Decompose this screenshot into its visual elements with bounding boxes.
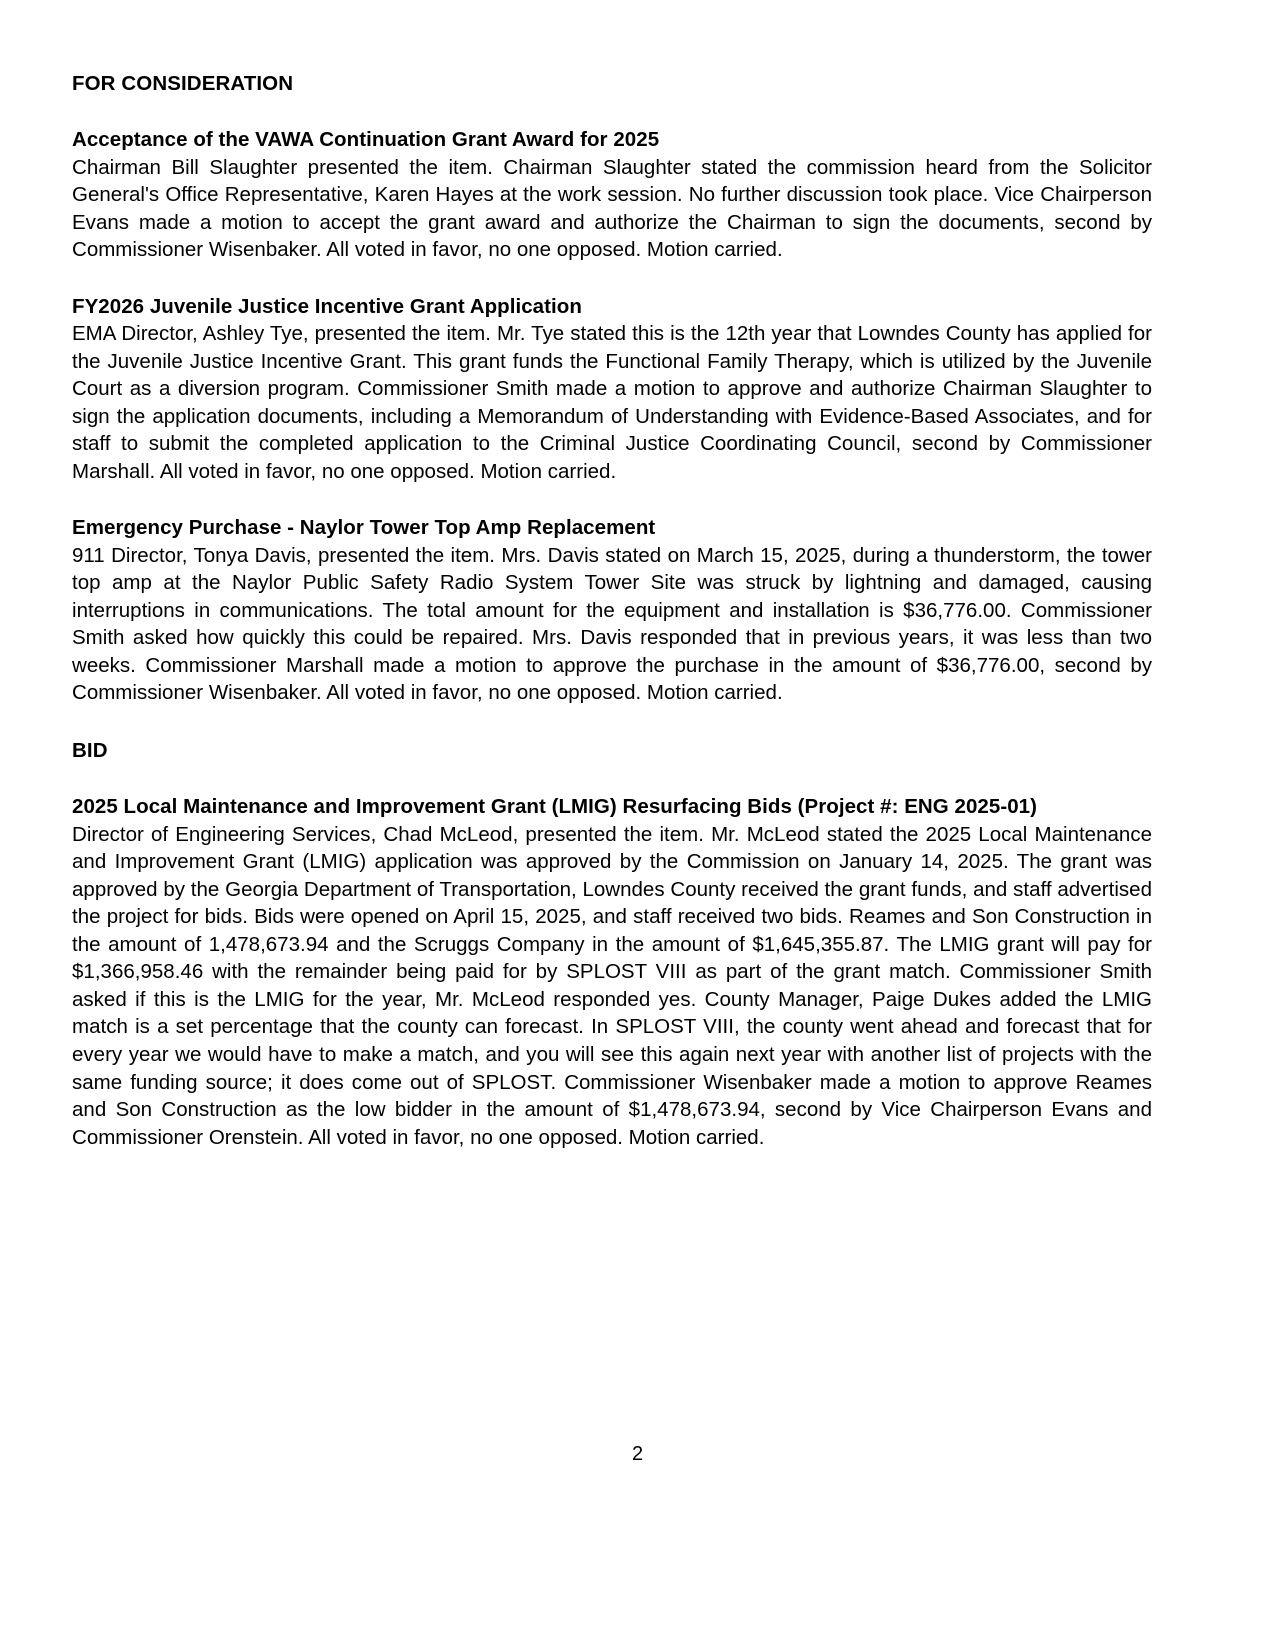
- item-body-vawa-grant: Chairman Bill Slaughter presented the item. Chairman Slaughter stated the commission heard from the Solicitor General's Office Representative, Karen Hayes at the work session. No further discussion took place. Vice Chairperson Evans made a motion to accept the grant award and authorize the Chairman to sign the documents, second by Commissioner Wisenbaker. All voted in favor, no one opposed. Motion carried.: [72, 155, 1152, 262]
- agenda-item-juvenile-justice-grant: [72, 293, 1152, 486]
- item-title-emergency-purchase: Emergency Purchase - Naylor Tower Top Amp Replacement: [72, 516, 656, 540]
- agenda-item-emergency-purchase: [72, 514, 1152, 707]
- spacer: [72, 264, 1152, 293]
- item-title-juvenile-justice-grant: FY2026 Juvenile Justice Incentive Grant Application: [72, 294, 582, 318]
- agenda-item-lmig-resurfacing-bids: [72, 793, 1152, 1151]
- agenda-item-vawa-grant: [72, 126, 1152, 264]
- spacer: [72, 485, 1152, 514]
- item-title-lmig-resurfacing-bids: 2025 Local Maintenance and Improvement Grant (LMIG) Resurfacing Bids (Project #: ENG 2025-01): [72, 795, 1037, 819]
- section-bid: [72, 737, 1152, 1151]
- item-title-vawa-grant: Acceptance of the VAWA Continuation Grant Award for 2025: [72, 128, 660, 152]
- page-content: [72, 70, 1152, 1151]
- spacer: [72, 707, 1152, 737]
- item-body-lmig-resurfacing-bids: Director of Engineering Services, Chad McLeod, presented the item. Mr. McLeod stated the 2025 Local Maintenance and Improvement Grant (LMIG) application was approved by the Commission on January 14, 2025. The grant was approved by the Georgia Department of Transportation, Lowndes County received the grant funds, and staff advertised the project for bids. Bids were opened on April 15, 2025, and staff received two bids. Reames and Son Construction in the amount of 1,478,673.94 and the Scruggs Company in the amount of $1,645,355.87. The LMIG grant will pay for $1,366,958.46 with the remainder being paid for by SPLOST VIII as part of the grant match. Commissioner Smith asked if this is the LMIG for the year, Mr. McLeod responded yes. County Manager, Paige Dukes added the LMIG match is a set percentage that the county can forecast. In SPLOST VIII, the county went ahead and forecast that for every year we would have to make a match, and you will see this again next year with another list of projects with the same funding source; it does come out of SPLOST. Commissioner Wisenbaker made a motion to approve Reames and Son Construction as the low bidder in the amount of $1,478,673.94, second by Vice Chairperson Evans and Commissioner Orenstein. All voted in favor, no one opposed. Motion carried.: [72, 822, 1152, 1149]
- spacer: [72, 764, 1152, 793]
- item-body-juvenile-justice-grant: EMA Director, Ashley Tye, presented the item. Mr. Tye stated this is the 12th year that Lowndes County has applied for the Juvenile Justice Incentive Grant. This grant funds the Functional Family Therapy, which is utilized by the Juvenile Court as a diversion program. Commissioner Smith made a motion to approve and authorize Chairman Slaughter to sign the application documents, including a Memorandum of Understanding with Evidence-Based Associates, and for staff to submit the completed application to the Criminal Justice Coordinating Council, second by Commissioner Marshall. All voted in favor, no one opposed. Motion carried.: [72, 322, 1152, 483]
- section-for-consideration: [72, 70, 1152, 707]
- section-heading-bid: BID: [72, 739, 108, 762]
- page-number: 2: [631, 1443, 644, 1465]
- section-heading-for-consideration: FOR CONSIDERATION: [72, 72, 294, 95]
- spacer: [72, 97, 1152, 126]
- item-body-emergency-purchase: 911 Director, Tonya Davis, presented the item. Mrs. Davis stated on March 15, 2025, during a thunderstorm, the tower top amp at the Naylor Public Safety Radio System Tower Site was struck by lightning and damaged, causing interruptions in communications. The total amount for the equipment and installation is $36,776.00. Commissioner Smith asked how quickly this could be repaired. Mrs. Davis responded that in previous years, it was less than two weeks. Commissioner Marshall made a motion to approve the purchase in the amount of $36,776.00, second by Commissioner Wisenbaker. All voted in favor, no one opposed. Motion carried.: [72, 543, 1152, 705]
